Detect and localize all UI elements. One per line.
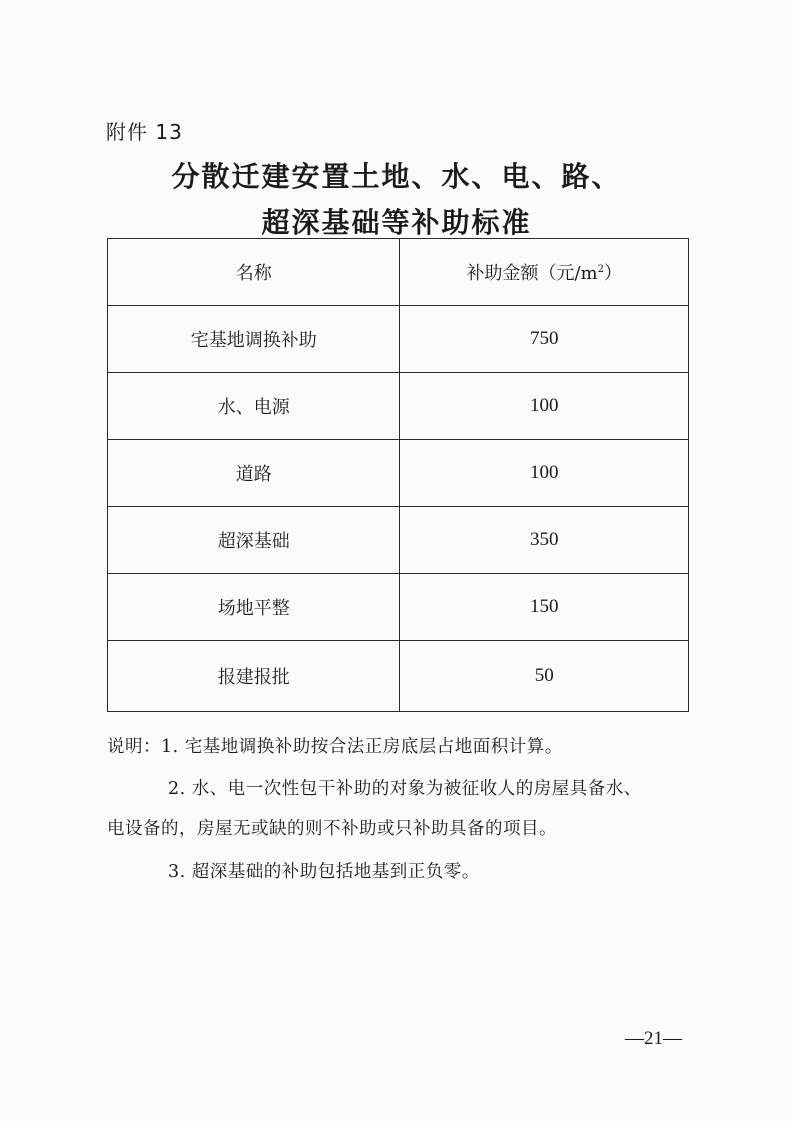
note-1: 说明：1. 宅基地调换补助按合法正房底层占地面积计算。 bbox=[107, 737, 563, 757]
row-name: 超深基础 bbox=[108, 507, 400, 574]
row-amount: 50 bbox=[400, 641, 689, 712]
row-name: 报建报批 bbox=[108, 641, 400, 712]
attachment-label: 附件 13 bbox=[106, 120, 183, 144]
row-name: 水、电源 bbox=[108, 373, 400, 440]
header-amount-close: ） bbox=[603, 263, 622, 284]
header-amount-text: 补助金额（元/m bbox=[466, 263, 598, 284]
note-2-line2: 电设备的，房屋无或缺的则不补助或只补助具备的项目。 bbox=[107, 819, 557, 839]
subsidy-standards-table bbox=[107, 238, 689, 712]
row-amount: 100 bbox=[400, 373, 689, 440]
row-name: 场地平整 bbox=[108, 574, 400, 641]
row-amount: 350 bbox=[400, 507, 689, 574]
document-title-line2: 超深基础等补助标准 bbox=[261, 206, 532, 239]
header-amount bbox=[400, 239, 689, 306]
row-name: 宅基地调换补助 bbox=[108, 306, 400, 373]
table-row bbox=[108, 306, 689, 373]
document-title-line1: 分散迁建安置土地、水、电、路、 bbox=[171, 160, 622, 193]
table-row bbox=[108, 440, 689, 507]
header-amount-superscript: 2 bbox=[597, 264, 604, 275]
table-row bbox=[108, 641, 689, 712]
header-name: 名称 bbox=[108, 239, 400, 306]
table-header-row bbox=[108, 239, 689, 306]
table-row bbox=[108, 373, 689, 440]
row-amount: 750 bbox=[400, 306, 689, 373]
table-row bbox=[108, 507, 689, 574]
table-row bbox=[108, 574, 689, 641]
note-2-line1: 2. 水、电一次性包干补助的对象为被征收人的房屋具备水、 bbox=[168, 779, 642, 799]
note-3: 3. 超深基础的补助包括地基到正负零。 bbox=[168, 862, 480, 882]
row-amount: 100 bbox=[400, 440, 689, 507]
row-name: 道路 bbox=[108, 440, 400, 507]
row-amount: 150 bbox=[400, 574, 689, 641]
page-number: —21— bbox=[625, 1028, 682, 1049]
